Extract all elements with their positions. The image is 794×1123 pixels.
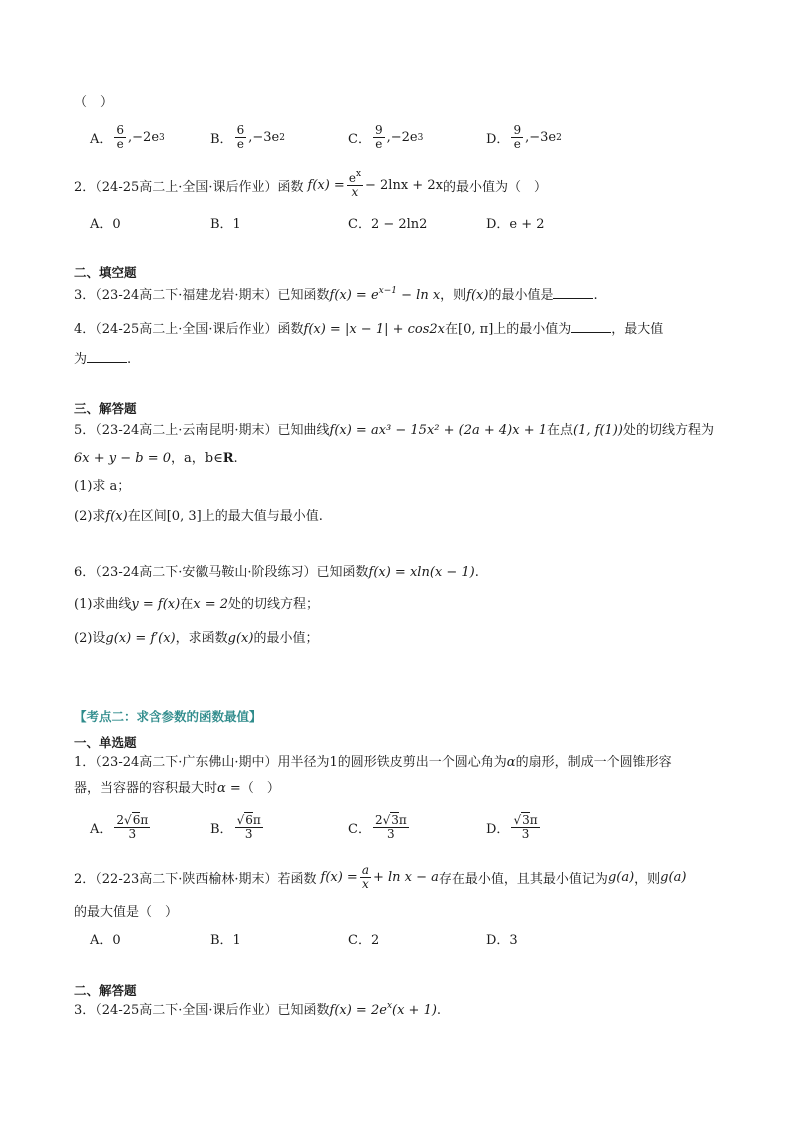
- question-4-line2: 为 .: [74, 352, 132, 367]
- question-4: 4．（24-25高二上·全国·课后作业）函数f(x) = |x − 1| + cos2x在[0, π]上的最小值为 ，最大值: [74, 322, 664, 337]
- question-6: 6．（23-24高二下·安徽马鞍山·阶段练习）已知函数f(x) = xln(x − 1).: [74, 565, 479, 580]
- kp-option-d: D． $\frac{√3\pi}{3}$: [486, 813, 538, 841]
- kp-question-1-line2: 器，当容器的容积最大时α =（ ）: [74, 781, 280, 796]
- option-b: B． $\frac{6}{e}$ ,−3e 2: [210, 123, 285, 151]
- kp-option-b: B． $\frac{√6\pi}{3}$: [210, 813, 261, 841]
- kp-question-2: 2．（22-23高二下·陕西榆林·期末）若函数 f(x) = $\frac{a}{x}$ + ln x − a 存在最小值，且其最小值记为 g(a) ，则 g(a): [74, 863, 687, 891]
- section-heading-solve-2: 二、解答题: [74, 983, 137, 998]
- question-5-part2: (2)求f(x)在区间[0, 3]上的最大值与最小值.: [74, 509, 323, 524]
- kp-option-a: A． $\frac{2√6\pi}{3}$: [90, 813, 149, 841]
- q2-option-a: A．0: [90, 217, 121, 232]
- q2-option-d: D．e + 2: [486, 217, 545, 232]
- kp-q2-option-d: D．3: [486, 933, 518, 948]
- question-6-part2: (2)设g(x) = f′(x)，求函数g(x)的最小值；: [74, 631, 319, 646]
- kp-q2-option-a: A．0: [90, 933, 121, 948]
- answer-blank: [571, 320, 611, 333]
- kp-question-1: 1．（23-24高二下·广东佛山·期中）用半径为1的圆形铁皮剪出一个圆心角为α的扇形，制成一个圆锥形容: [74, 755, 672, 770]
- kp-question-3: 3．（24-25高二下·全国·课后作业）已知函数$f(x) = 2e^x(x + 1)$.: [74, 1001, 442, 1018]
- kp-q2-option-b: B．1: [210, 933, 241, 948]
- kp-question-2-line2: 的最大值是（ ）: [74, 905, 179, 920]
- option-c: C． $\frac{9}{e}$ ,−2e 3: [348, 123, 424, 151]
- answer-blank: [553, 286, 593, 299]
- section-heading-single: 一、单选题: [74, 735, 137, 750]
- keypoint-title: 【考点二：求含参数的函数最值】: [74, 709, 262, 724]
- question-5: 5．（23-24高二上·云南昆明·期末）已知曲线f(x) = ax³ − 15x² + (2a + 4)x + 1在点(1, f(1))处的切线方程为: [74, 423, 714, 438]
- kp-q2-option-c: C．2: [348, 933, 380, 948]
- question-5-part1: (1)求 a；: [74, 479, 131, 494]
- question-5-line2: 6x + y − b = 0，a，b∈R.: [74, 451, 238, 466]
- kp-option-c: C． $\frac{2√3\pi}{3}$: [348, 813, 407, 841]
- answer-blank: [87, 350, 127, 363]
- option-d: D． $\frac{9}{e}$ ,−3e 2: [486, 123, 562, 151]
- option-a: A． $\frac{6}{e}$ ,−2e 3: [90, 123, 165, 151]
- question-6-part1: (1)求曲线y = f(x)在x = 2处的切线方程；: [74, 597, 320, 612]
- question-2: 2．（24-25高二上·全国·课后作业）函数 f(x) = $\frac{e^x}{x}$ − 2lnx + 2x 的最小值为（ ）: [74, 169, 547, 199]
- section-heading-fill: 二、填空题: [74, 265, 137, 280]
- question-3: 3．（23-24高二下·福建龙岩·期末）已知函数$f(x) = e^{x-1} - \ln x$，则f(x)的最小值是 .: [74, 286, 598, 303]
- question-paren: （ ）: [74, 95, 114, 110]
- q2-option-b: B．1: [210, 217, 241, 232]
- section-heading-solve: 三、解答题: [74, 401, 137, 416]
- q2-option-c: C．2 − 2ln2: [348, 217, 428, 232]
